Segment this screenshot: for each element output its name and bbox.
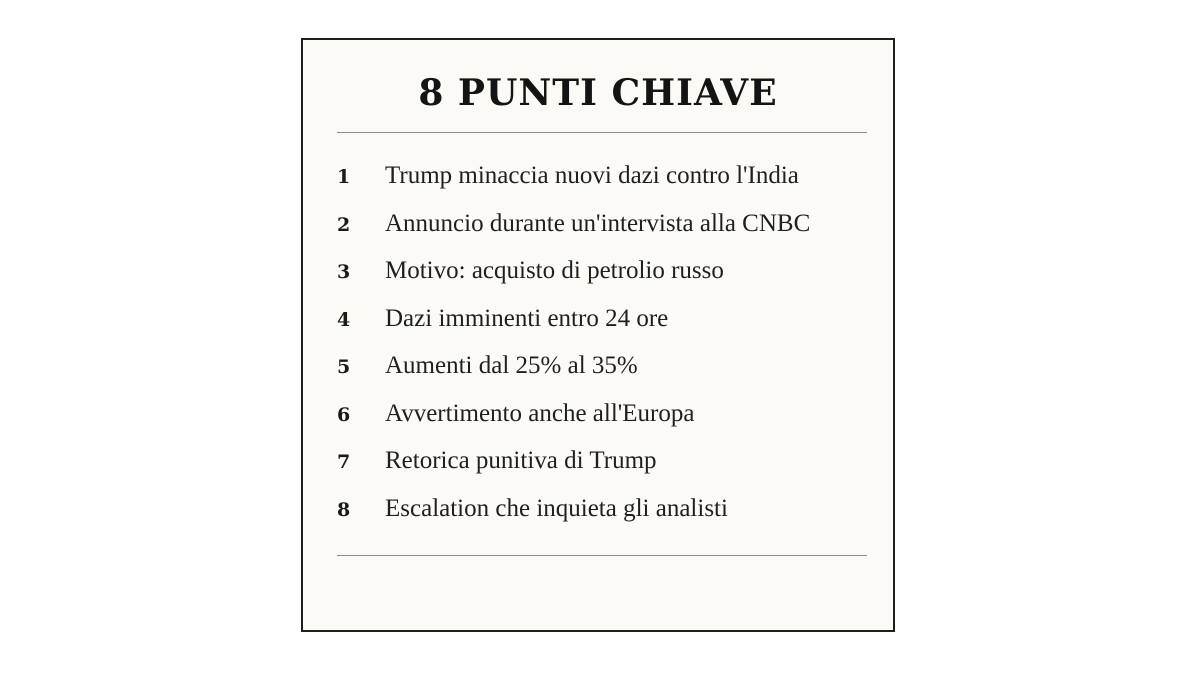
card-title: 8 PUNTI CHIAVE: [418, 72, 778, 114]
item-text: Trump minaccia nuovi dazi contro l'India: [385, 162, 799, 189]
item-text: Dazi imminenti entro 24 ore: [385, 304, 669, 332]
key-points-list: [337, 152, 877, 532]
item-number: 7: [337, 451, 351, 473]
item-number: 6: [337, 403, 351, 426]
item-text: Escalation che inquieta gli analisti: [385, 494, 728, 522]
item-text: Motivo: acquisto di petrolio russo: [385, 257, 724, 284]
item-number: 5: [337, 356, 351, 378]
list-item: [337, 295, 877, 343]
list-item: [337, 390, 877, 438]
item-number: 1: [337, 166, 351, 188]
key-points-card: [301, 38, 895, 632]
item-text: Aumenti dal 25% al 35%: [385, 352, 638, 379]
list-item: [337, 200, 877, 248]
item-number: 3: [337, 261, 351, 283]
list-item: [337, 485, 877, 533]
item-text: Avvertimento anche all'Europa: [385, 399, 695, 427]
list-item: [337, 437, 877, 485]
item-number: 2: [337, 213, 351, 236]
item-number: 8: [337, 498, 351, 521]
item-number: 4: [337, 308, 351, 331]
list-item: [337, 342, 877, 390]
list-item: [337, 152, 877, 200]
list-item: [337, 247, 877, 295]
item-text: Annuncio durante un'intervista alla CNBC: [385, 209, 811, 237]
item-text: Retorica punitiva di Trump: [385, 447, 657, 474]
top-divider: [337, 132, 867, 133]
bottom-divider: [337, 555, 867, 556]
